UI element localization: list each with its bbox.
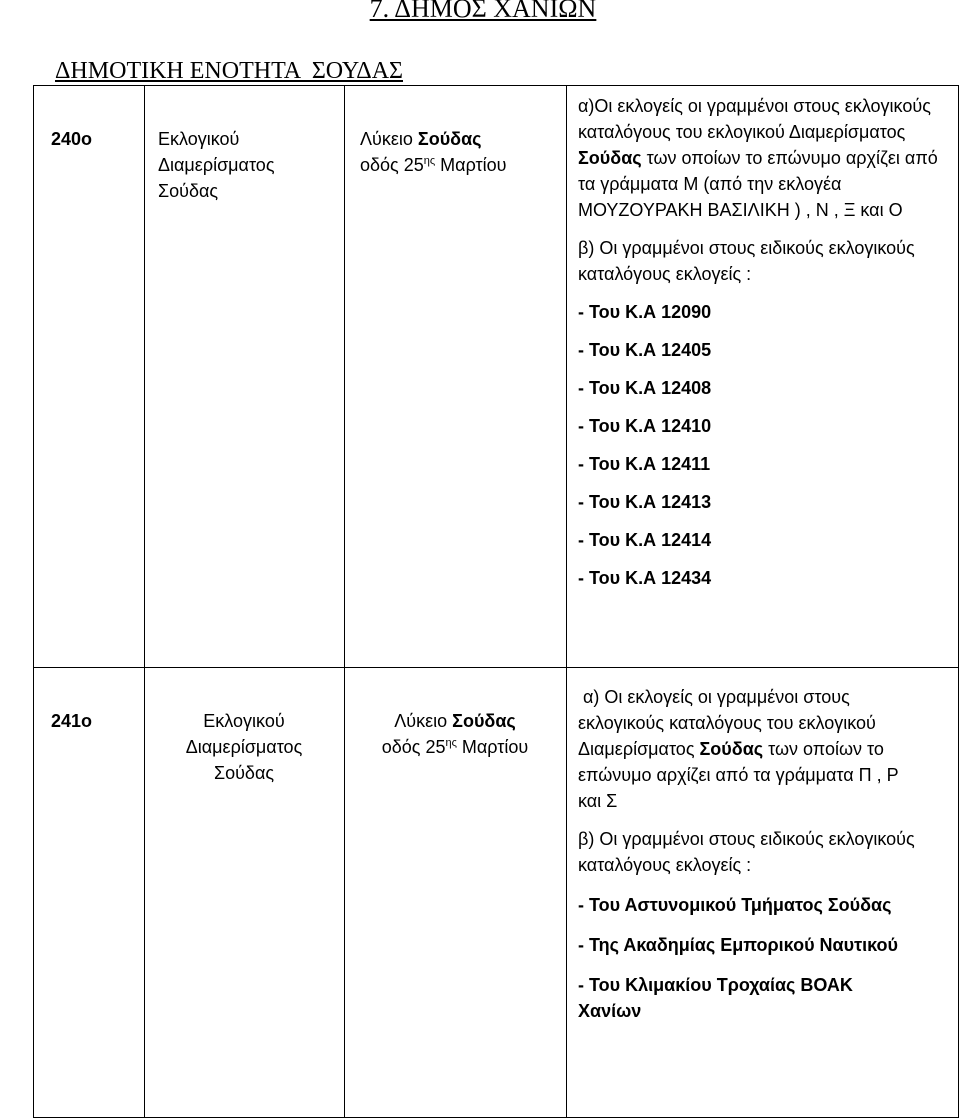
station-number: 240ο	[34, 86, 145, 668]
location-name	[360, 126, 565, 152]
detail-line: εκλογικούς καταλόγους του εκλογικού	[578, 713, 876, 733]
detail-bold: Σούδας	[699, 739, 764, 759]
location-street	[345, 734, 565, 760]
detail-line	[578, 736, 952, 762]
list-item: - Του Κ.Α 12434	[578, 568, 712, 588]
detail-line: α)Οι εκλογείς οι γραμμένοι στους εκλογικούς	[578, 96, 931, 116]
voter-details	[567, 668, 959, 1118]
type-line: Σούδας	[213, 763, 275, 783]
list-item: - Του Κ.Α 12405	[578, 340, 712, 360]
station-number: 241ο	[34, 668, 145, 1118]
list-item: - Του Κ.Α 12414	[578, 530, 712, 550]
location-street	[360, 152, 565, 178]
detail-text: Διαμερίσματος	[578, 739, 700, 759]
list-item: - Του Κ.Α 12408	[578, 378, 712, 398]
page-title	[0, 0, 960, 24]
type-line: Εκλογικού	[203, 711, 285, 731]
list-item: - Του Κ.Α 12411	[578, 454, 711, 474]
list-item: - Του Κλιμακίου Τροχαίας ΒΟΑΚ Χανίων	[578, 975, 853, 1021]
type-line: Διαμερίσματος	[158, 155, 275, 175]
detail-line: τα γράμματα Μ (από την εκλογέα	[578, 174, 842, 194]
type-line: Σούδας	[158, 181, 219, 201]
location-name	[345, 708, 565, 734]
detail-text: των οποίων το	[763, 739, 884, 759]
polling-stations-table	[33, 85, 959, 1118]
street-prefix: οδός 25	[360, 155, 424, 175]
list-item: - Του Αστυνομικού Τμήματος Σούδας	[578, 895, 892, 915]
detail-line: καταλόγους εκλογείς :	[578, 855, 752, 875]
station-location	[345, 668, 567, 1118]
street-sup: ης	[445, 737, 457, 749]
location-prefix: Λύκειο	[394, 711, 453, 731]
detail-line: β) Οι γραμμένοι στους ειδικούς εκλογικούς	[578, 829, 915, 849]
detail-line: ΜΟΥΖΟΥΡΑΚΗ ΒΑΣΙΛΙΚΗ ) , Ν , Ξ και Ο	[578, 200, 903, 220]
voter-details	[567, 86, 959, 668]
municipality-title: 7. ΔΗΜΟΣ ΧΑΝΙΩΝ	[369, 0, 597, 23]
location-bold: Σούδας	[417, 129, 482, 149]
street-suffix: Μαρτίου	[456, 737, 529, 757]
street-sup: ης	[423, 155, 436, 167]
list-item: - Του Κ.Α 12413	[578, 492, 712, 512]
list-item: - Του Κ.Α 12090	[578, 302, 712, 322]
list-item: - Της Ακαδημίας Εμπορικού Ναυτικού	[578, 935, 899, 955]
detail-line: α) Οι εκλογείς οι γραμμένοι στους	[578, 687, 850, 707]
type-line: Διαμερίσματος	[185, 737, 303, 757]
detail-line: β) Οι γραμμένοι στους ειδικούς εκλογικούς	[578, 238, 915, 258]
location-prefix: Λύκειο	[360, 129, 418, 149]
detail-line: καταλόγους του εκλογικού Διαμερίσματος	[578, 122, 906, 142]
station-location	[345, 86, 567, 668]
detail-line: καταλόγους εκλογείς :	[578, 264, 752, 284]
type-line: Εκλογικού	[158, 129, 240, 149]
station-type	[145, 668, 345, 1118]
table-row	[34, 668, 959, 1118]
street-suffix: Μαρτίου	[435, 155, 507, 175]
detail-bold: Σούδας	[578, 148, 642, 168]
table-row	[34, 86, 959, 668]
detail-line: επώνυμο αρχίζει από τα γράμματα Π , Ρ	[578, 765, 899, 785]
detail-line: και Σ	[578, 791, 618, 811]
list-item: - Του Κ.Α 12410	[578, 416, 712, 436]
street-prefix: οδός 25	[381, 737, 446, 757]
station-type	[145, 86, 345, 668]
detail-line	[578, 145, 952, 171]
detail-text: των οποίων το επώνυμο αρχίζει από	[641, 148, 938, 168]
location-bold: Σούδας	[452, 711, 516, 731]
unit-heading: ΔΗΜΟΤΙΚΗ ΕΝΟΤΗΤΑ ΣΟΥΔΑΣ	[55, 58, 403, 84]
